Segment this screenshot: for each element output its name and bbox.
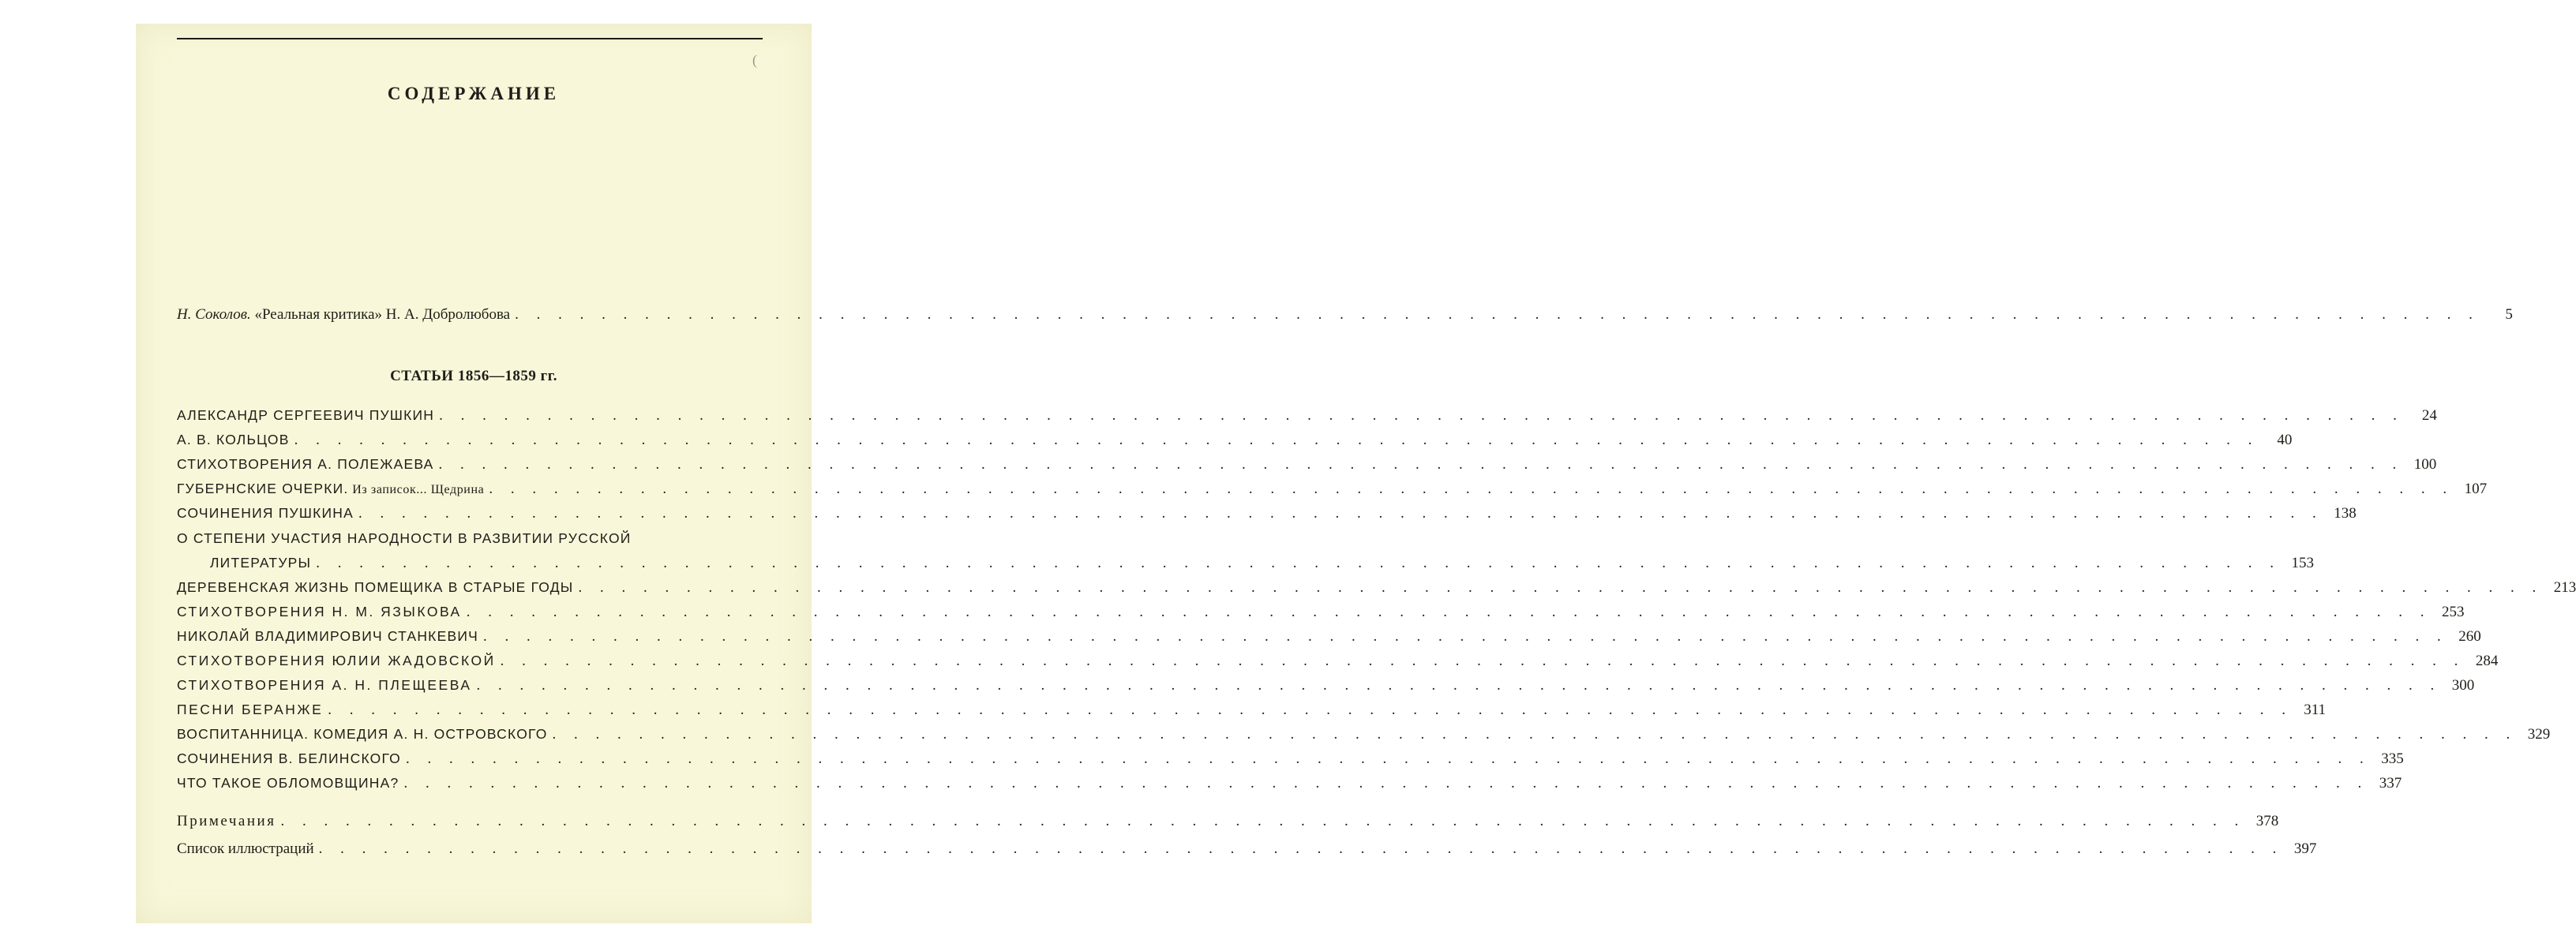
toc-entry[interactable] — [177, 677, 2475, 701]
toc-entry[interactable] — [177, 653, 2499, 676]
toc-entry-page: 153 — [2291, 555, 2314, 571]
toc-entry-title: СТИХОТВОРЕНИЯ А. ПОЛЕЖАЕВА — [177, 456, 434, 472]
dot-leader: . . . . . . . . . . . . . . . . . . . . . . . . . . . . . . . . . . . . . . . . . . . . . . . . . . . . . . . . . . . . . . . . . . . . . . . . . . . . . . . . . . . . . . . . . . . — [476, 677, 2442, 694]
toc-entry-first-line[interactable] — [177, 530, 767, 554]
toc-entry[interactable] — [177, 456, 2437, 480]
dot-leader: . . . . . . . . . . . . . . . . . . . . . . . . . . . . . . . . . . . . . . . . . . . . . . . . . . . . . . . . . . . . . . . . . . . . . . . . . . . . . . . . . . . . . . . . . . . — [482, 628, 2448, 645]
toc-back-matter-page: 397 — [2293, 840, 2317, 857]
toc-entry[interactable] — [177, 505, 2357, 529]
dot-leader: . . . . . . . . . . . . . . . . . . . . . . . . . . . . . . . . . . . . . . . . . . . . . . . . . . . . . . . . . . . . . . . . . . . . . . . . . . . . . . . . . . . . . . . . . . . — [500, 653, 2465, 669]
dot-leader: . . . . . . . . . . . . . . . . . . . . . . . . . . . . . . . . . . . . . . . . . . . . . . . . . . . . . . . . . . . . . . . . . . . . . . . . . . . . . . . . . . . . . . . . . . . — [294, 432, 2259, 448]
toc-entry-title: ДЕРЕВЕНСКАЯ ЖИЗНЬ ПОМЕЩИКА В СТАРЫЕ ГОДЫ — [177, 579, 574, 595]
toc-entry-title: СОЧИНЕНИЯ ПУШКИНА — [177, 505, 354, 521]
toc-entry-page: 107 — [2464, 481, 2488, 497]
toc-entry-page: 213 — [2553, 579, 2576, 596]
toc-entry[interactable] — [177, 481, 2488, 504]
toc-entry-page: 253 — [2441, 604, 2465, 620]
toc-entry-continuation-text: ЛИТЕРАТУРЫ — [210, 555, 312, 571]
toc-entry[interactable] — [177, 628, 2481, 652]
dot-leader: . . . . . . . . . . . . . . . . . . . . . . . . . . . . . . . . . . . . . . . . . . . . . . . . . . . . . . . . . . . . . . . . . . . . . . . . . . . . . . . . . . . . . . . . . . . — [328, 702, 2293, 718]
toc-entry[interactable] — [177, 432, 2293, 455]
dot-leader: . . . . . . . . . . . . . . . . . . . . . . . . . . . . . . . . . . . . . . . . . . . . . . . . . . . . . . . . . . . . . . . . . . . . . . . . . . . . . . . . . . . . . . . . . . . — [316, 555, 2281, 571]
page-title: СОДЕРЖАНИЕ — [387, 84, 561, 103]
toc-entry-subtitle: Из записок... Щедрина — [352, 483, 485, 496]
book-page — [136, 24, 2576, 923]
toc-entry[interactable] — [177, 407, 2437, 431]
toc-entry-title: НИКОЛАЙ ВЛАДИМИРОВИЧ СТАНКЕВИЧ — [177, 628, 478, 644]
toc-entry-title: А. В. КОЛЬЦОВ — [177, 432, 290, 447]
toc-entry-page: 138 — [2334, 505, 2357, 522]
toc-entry-page: 335 — [2381, 750, 2404, 767]
dot-leader: . . . . . . . . . . . . . . . . . . . . . . . . . . . . . . . . . . . . . . . . . . . . . . . . . . . . . . . . . . . . . . . . . . . . . . . . . . . . . . . . . . . . . . . . . . . — [515, 306, 2480, 323]
dot-leader: . . . . . . . . . . . . . . . . . . . . . . . . . . . . . . . . . . . . . . . . . . . . . . . . . . . . . . . . . . . . . . . . . . . . . . . . . . . . . . . . . . . . . . . . . . . — [403, 775, 2369, 792]
dot-leader: . . . . . . . . . . . . . . . . . . . . . . . . . . . . . . . . . . . . . . . . . . . . . . . . . . . . . . . . . . . . . . . . . . . . . . . . . . . . . . . . . . . . . . . . . . . — [552, 726, 2518, 743]
toc-intro-text — [177, 306, 510, 324]
dot-leader: . . . . . . . . . . . . . . . . . . . . . . . . . . . . . . . . . . . . . . . . . . . . . . . . . . . . . . . . . . . . . . . . . . . . . . . . . . . . . . . . . . . . . . . . . . . — [489, 481, 2454, 497]
toc-intro-title: «Реальная критика» Н. А. Добролюбова — [254, 306, 511, 323]
toc-back-matter-item[interactable] — [177, 840, 2317, 864]
toc-back-matter-title: Список иллюстраций — [177, 840, 314, 857]
toc-entry[interactable] — [177, 604, 2465, 627]
toc-entry-title: ЧТО ТАКОЕ ОБЛОМОВЩИНА? — [177, 775, 399, 791]
section-heading: СТАТЬИ 1856—1859 гг. — [390, 368, 557, 384]
toc-entry-page: 100 — [2413, 456, 2437, 473]
toc-back-matter-item[interactable] — [177, 813, 2279, 837]
toc-entry-page: 311 — [2304, 702, 2327, 718]
top-rule — [177, 38, 763, 39]
toc-entry[interactable] — [177, 702, 2327, 725]
toc-intro[interactable] — [177, 306, 2513, 330]
toc-entry-title: ГУБЕРНСКИЕ ОЧЕРКИ. — [177, 481, 349, 496]
toc-entry-title: О СТЕПЕНИ УЧАСТИЯ НАРОДНОСТИ В РАЗВИТИИ РУССКОЙ — [177, 530, 632, 546]
dot-leader: . . . . . . . . . . . . . . . . . . . . . . . . . . . . . . . . . . . . . . . . . . . . . . . . . . . . . . . . . . . . . . . . . . . . . . . . . . . . . . . . . . . . . . . . . . . — [318, 840, 2284, 857]
toc-back-matter-title: Примечания — [177, 813, 276, 829]
toc-entry-title: СТИХОТВОРЕНИЯ Н. М. ЯЗЫКОВА — [177, 604, 462, 619]
dot-leader: . . . . . . . . . . . . . . . . . . . . . . . . . . . . . . . . . . . . . . . . . . . . . . . . . . . . . . . . . . . . . . . . . . . . . . . . . . . . . . . . . . . . . . . . . . . — [438, 456, 2404, 473]
toc-entry[interactable] — [177, 775, 2402, 799]
dot-leader: . . . . . . . . . . . . . . . . . . . . . . . . . . . . . . . . . . . . . . . . . . . . . . . . . . . . . . . . . . . . . . . . . . . . . . . . . . . . . . . . . . . . . . . . . . . — [358, 505, 2323, 522]
toc-entry[interactable] — [177, 726, 2551, 750]
dot-leader: . . . . . . . . . . . . . . . . . . . . . . . . . . . . . . . . . . . . . . . . . . . . . . . . . . . . . . . . . . . . . . . . . . . . . . . . . . . . . . . . . . . . . . . . . . . — [439, 407, 2404, 424]
toc-entry-title: СТИХОТВОРЕНИЯ А. Н. ПЛЕЩЕЕВА — [177, 677, 472, 693]
dot-leader: . . . . . . . . . . . . . . . . . . . . . . . . . . . . . . . . . . . . . . . . . . . . . . . . . . . . . . . . . . . . . . . . . . . . . . . . . . . . . . . . . . . . . . . . . . . — [578, 579, 2544, 596]
toc-intro-author: Н. Соколов. — [177, 306, 251, 323]
toc-entry-page: 40 — [2277, 432, 2293, 448]
toc-entry-continuation[interactable] — [177, 555, 2314, 578]
dot-leader: . . . . . . . . . . . . . . . . . . . . . . . . . . . . . . . . . . . . . . . . . . . . . . . . . . . . . . . . . . . . . . . . . . . . . . . . . . . . . . . . . . . . . . . . . . . — [466, 604, 2432, 620]
dot-leader: . . . . . . . . . . . . . . . . . . . . . . . . . . . . . . . . . . . . . . . . . . . . . . . . . . . . . . . . . . . . . . . . . . . . . . . . . . . . . . . . . . . . . . . . . . . — [280, 813, 2246, 829]
toc-entry-page: 329 — [2527, 726, 2551, 743]
dot-leader: . . . . . . . . . . . . . . . . . . . . . . . . . . . . . . . . . . . . . . . . . . . . . . . . . . . . . . . . . . . . . . . . . . . . . . . . . . . . . . . . . . . . . . . . . . . — [405, 750, 2371, 767]
toc-entry-page: 284 — [2475, 653, 2499, 669]
toc-back-matter-page: 378 — [2255, 813, 2279, 829]
toc-entry-text — [177, 481, 484, 498]
toc-entry-page: 24 — [2421, 407, 2437, 424]
toc-entry[interactable] — [177, 750, 2404, 774]
toc-entry-page: 300 — [2451, 677, 2475, 694]
toc-entry[interactable] — [177, 579, 2576, 603]
corner-mark: ( — [752, 52, 757, 68]
toc-entry-title: ПЕСНИ БЕРАНЖЕ — [177, 702, 324, 717]
toc-entry-title: ВОСПИТАННИЦА. КОМЕДИЯ А. Н. ОСТРОВСКОГО — [177, 726, 548, 742]
toc-intro-page: 5 — [2505, 306, 2513, 323]
toc-entry-page: 260 — [2458, 628, 2481, 645]
toc-entry-page: 337 — [2379, 775, 2402, 792]
toc-entry-title: СТИХОТВОРЕНИЯ ЮЛИИ ЖАДОВСКОЙ — [177, 653, 496, 668]
toc-entry-title: СОЧИНЕНИЯ В. БЕЛИНСКОГО — [177, 750, 401, 766]
toc-entry-title: АЛЕКСАНДР СЕРГЕЕВИЧ ПУШКИН — [177, 407, 435, 423]
